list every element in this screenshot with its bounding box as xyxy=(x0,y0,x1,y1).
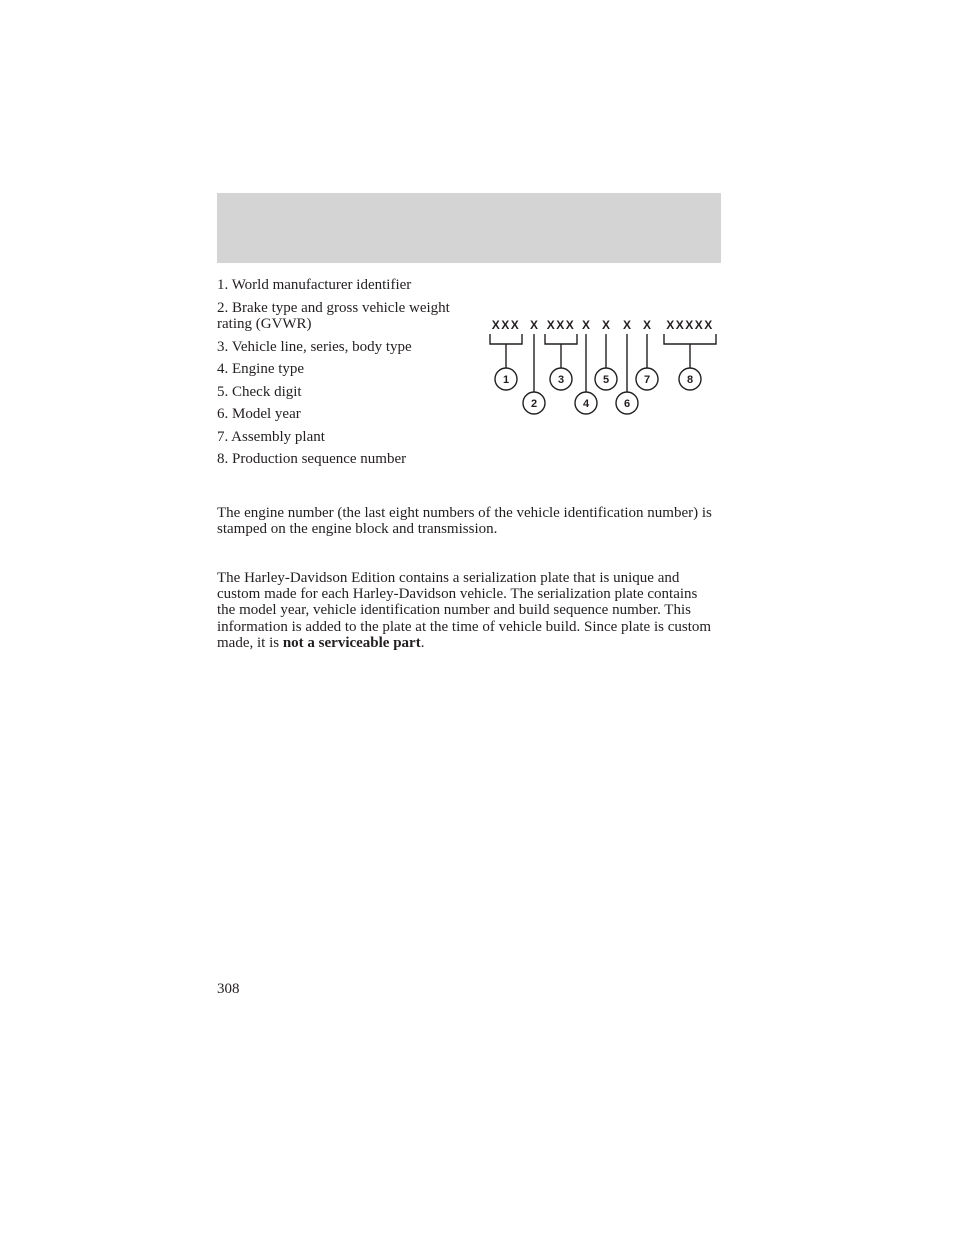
vin-code-group-4: X xyxy=(581,318,591,332)
legend-item: 7. Assembly plant xyxy=(217,428,325,445)
legend-item: 1. World manufacturer identifier xyxy=(217,277,412,293)
section-header-band xyxy=(217,193,721,263)
callout-number-7: 7 xyxy=(643,374,651,386)
vin-code-group-7: X xyxy=(642,318,652,332)
serialization-plate-paragraph xyxy=(217,570,717,651)
legend-item: 8. Production sequence number xyxy=(217,451,407,467)
callout-number-2: 2 xyxy=(530,398,538,410)
callout-number-8: 8 xyxy=(686,374,694,386)
callout-number-1: 1 xyxy=(502,374,510,386)
legend-item: 5. Check digit xyxy=(217,383,302,400)
serialization-plate-emphasis: not a serviceable part xyxy=(282,634,421,651)
legend-item: 4. Engine type xyxy=(217,361,305,377)
bracket-8 xyxy=(664,334,716,368)
legend-item: 6. Model year xyxy=(217,406,301,422)
vin-code-group-3: XXX xyxy=(546,318,576,332)
vin-code-group-8: XXXXX xyxy=(666,318,714,332)
vin-code-group-5: X xyxy=(601,318,611,332)
callout-number-5: 5 xyxy=(602,374,610,386)
callout-number-6: 6 xyxy=(623,398,631,410)
engine-number-paragraph: The engine number (the last eight numbers of the vehicle identification number) is stamped on the engine block and transmission. xyxy=(217,505,712,538)
legend-item: 2. Brake type and gross vehicle weight rating (GVWR) xyxy=(217,299,450,332)
legend-item: 3. Vehicle line, series, body type xyxy=(217,338,412,355)
vin-code-group-1: XXX xyxy=(491,318,521,332)
vin-legend-list xyxy=(217,277,467,474)
vin-code-group-6: X xyxy=(622,318,632,332)
serialization-plate-end: . xyxy=(420,634,425,651)
vin-code-group-2: X xyxy=(529,318,539,332)
serialization-plate-text: The Harley-Davidson Edition contains a serialization plate that is unique and custom made for each Harley-Davidson vehicle. The serialization plate contains the model year, vehicle identification number and build sequence number. This information is added to the plate at the time of vehicle build. Since plate is custom made, it is xyxy=(217,570,712,651)
vin-diagram xyxy=(480,310,730,420)
callout-number-3: 3 xyxy=(557,374,565,386)
bracket-3 xyxy=(545,334,577,368)
bracket-1 xyxy=(490,334,522,368)
page-number: 308 xyxy=(217,981,240,997)
callout-number-4: 4 xyxy=(582,398,590,410)
